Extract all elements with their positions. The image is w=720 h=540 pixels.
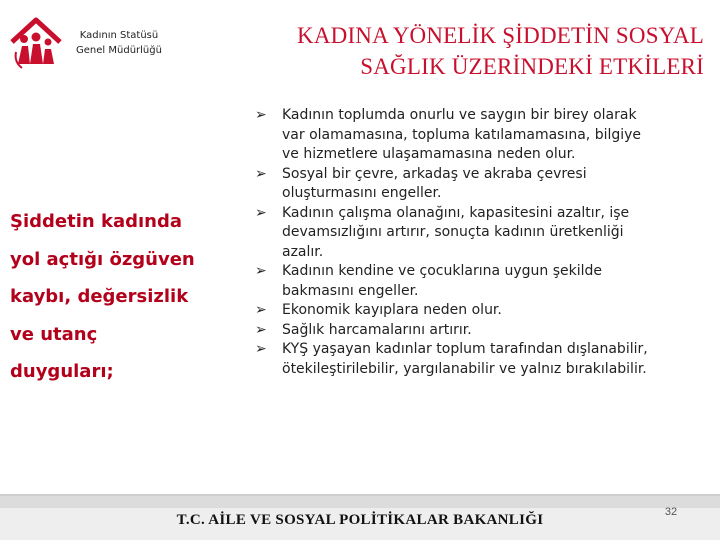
list-item — [255, 321, 715, 341]
footer-divider — [0, 494, 720, 496]
left-heading-line: ve utanç — [10, 323, 98, 345]
slide-title-line1: KADINA YÖNELİK ŞİDDETİN SOSYAL — [297, 23, 704, 48]
list-item-line: azalır. — [282, 243, 324, 260]
list-item-line: KYŞ yaşayan kadınlar toplum tarafından dışlanabilir, — [282, 341, 648, 357]
list-item-line: ötekileştirilebilir, yargılanabilir ve yalnız bırakılabilir. — [282, 360, 647, 377]
footer-ministry-name: T.C. AİLE VE SOSYAL POLİTİKALAR BAKANLIĞI — [176, 512, 544, 528]
left-heading-line: duyguları; — [10, 361, 114, 382]
list-item-line: Sağlık harcamalarını artırır. — [282, 321, 472, 338]
list-item-line: devamsızlığını artırır, sonuçta kadının üretkenliği — [282, 224, 624, 240]
list-item — [255, 262, 715, 301]
list-item-line: Kadının kendine ve çocuklarına uygun şekilde — [282, 263, 603, 279]
family-emblem-icon — [8, 12, 68, 72]
list-item — [255, 204, 715, 263]
logo-text-line1: Kadının Statüsü — [79, 30, 159, 41]
effects-list — [255, 106, 715, 379]
page-number: 32 — [664, 506, 678, 518]
arrow-right-icon: ➢ — [255, 107, 267, 123]
arrow-right-icon: ➢ — [255, 263, 267, 279]
arrow-right-icon: ➢ — [255, 165, 267, 182]
list-item — [255, 165, 715, 204]
list-item-line: Sosyal bir çevre, arkadaş ve akraba çevresi — [282, 165, 587, 182]
slide-title — [190, 20, 704, 82]
arrow-right-icon: ➢ — [255, 204, 267, 221]
list-item-line: bakmasını engeller. — [282, 282, 419, 299]
left-heading — [10, 203, 230, 391]
left-heading-line: Şiddetin kadında — [10, 211, 182, 232]
list-item-line: var olamamasına, topluma katılamamasına, bilgiye — [282, 126, 642, 143]
left-heading-line: yol açtığı özgüven — [10, 248, 195, 270]
list-item-line: Kadının çalışma olanağını, kapasitesini azaltır, işe — [282, 204, 630, 221]
list-item-line: Ekonomik kayıplara neden olur. — [282, 302, 502, 318]
left-heading-line: kaybı, değersizlik — [10, 286, 189, 307]
arrow-right-icon: ➢ — [255, 341, 267, 357]
slide-title-line2: SAĞLIK ÜZERİNDEKİ ETKİLERİ — [360, 54, 704, 79]
arrow-right-icon: ➢ — [255, 302, 267, 318]
list-item-line: Kadının toplumda onurlu ve saygın bir birey olarak — [282, 107, 637, 123]
list-item — [255, 301, 715, 321]
arrow-right-icon: ➢ — [255, 321, 267, 338]
list-item-line: oluşturmasını engeller. — [282, 185, 442, 201]
list-item — [255, 106, 715, 165]
list-item-line: ve hizmetlere ulaşamamasına neden olur. — [282, 146, 576, 162]
list-item — [255, 340, 715, 379]
ministry-logo — [8, 12, 168, 72]
logo-text-line2: Genel Müdürlüğü — [76, 45, 162, 56]
